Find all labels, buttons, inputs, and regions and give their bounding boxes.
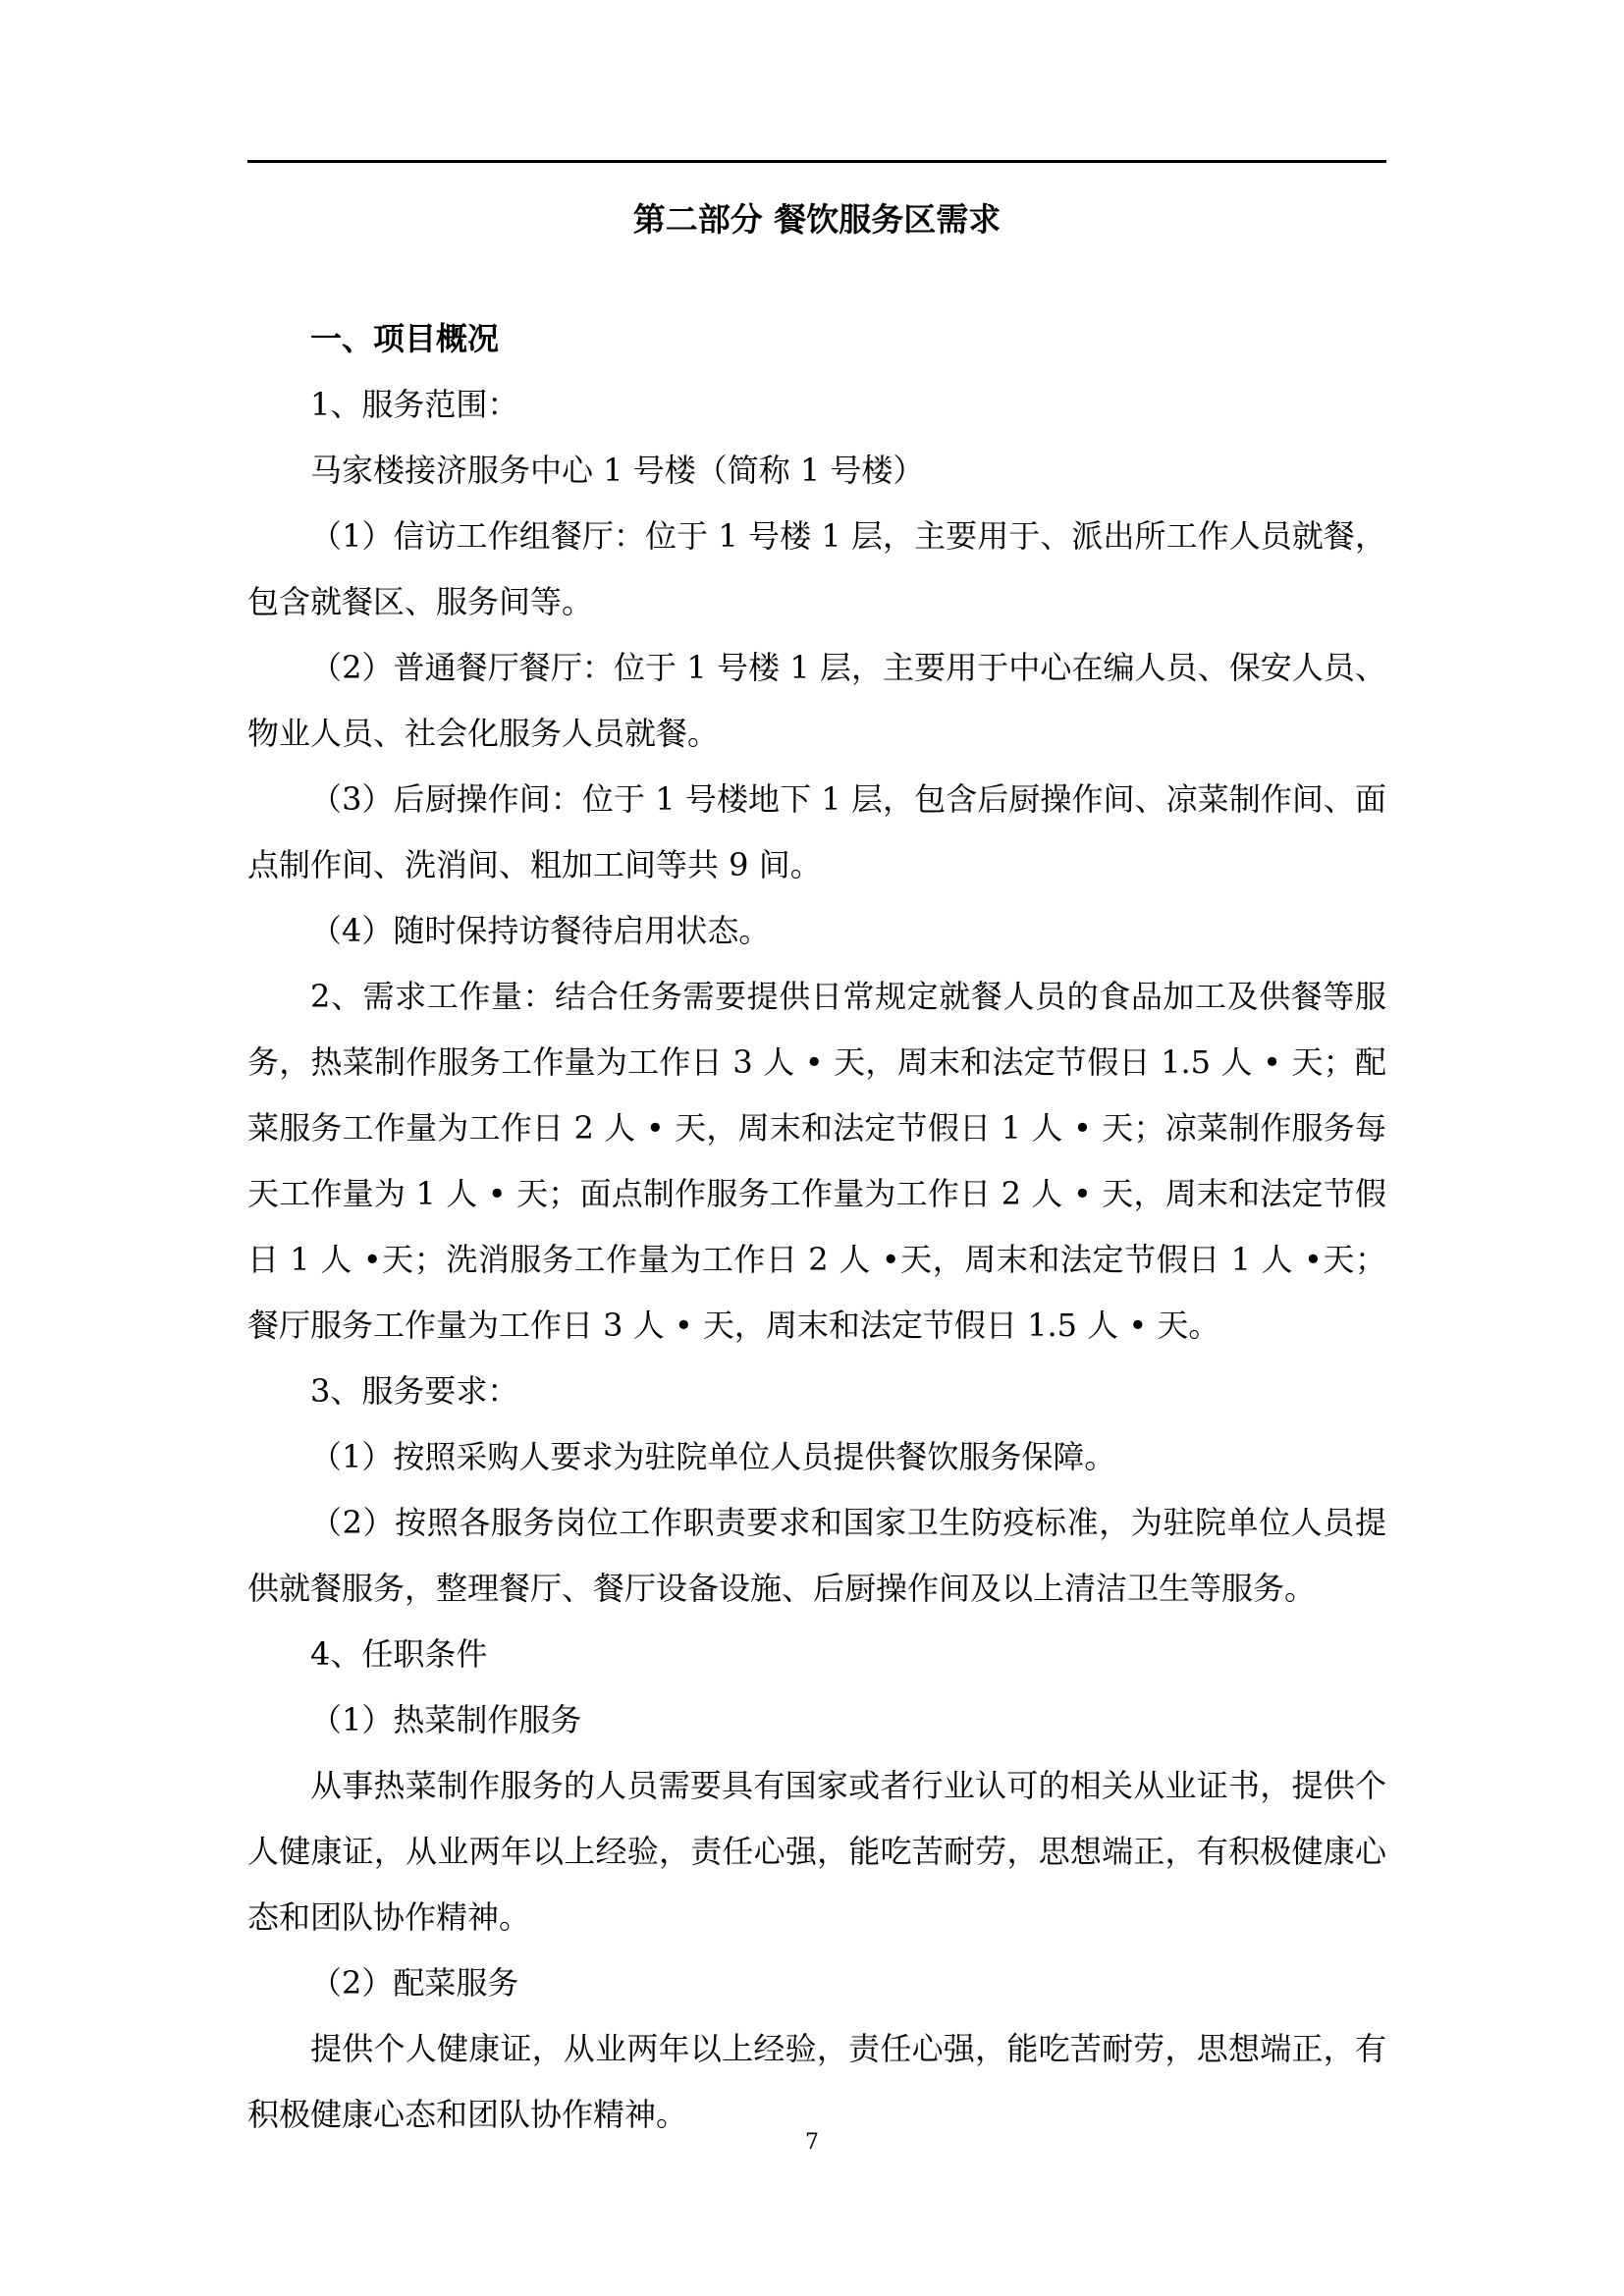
item-service-scope: 1、服务范围： [310, 386, 519, 423]
paragraph-kitchen: （3）后厨操作间：位于 1 号楼地下 1 层，包含后厨操作间、凉菜制作间、面点制作间、洗消间、粗加工间等共 9 间。 [247, 780, 1386, 883]
item-qualifications: 4、任职条件 [310, 1635, 488, 1673]
paragraph-standby: （4）随时保持访餐待启用状态。 [310, 912, 771, 949]
heading-project-overview: 一、项目概况 [310, 320, 500, 357]
item-service-requirements: 3、服务要求： [310, 1372, 519, 1410]
document-body [247, 306, 1386, 2148]
paragraph-dining-hall-2: （2）普通餐厅餐厅：位于 1 号楼 1 层，主要用于中心在编人员、保安人员、物业人员、社会化服务人员就餐。 [247, 649, 1386, 752]
subheading-hot-dish: （1）热菜制作服务 [310, 1701, 582, 1738]
header-rule [247, 160, 1386, 163]
paragraph-side-dish: 提供个人健康证，从业两年以上经验，责任心强，能吃苦耐劳，思想端正，有积极健康心态和团队协作精神。 [247, 2030, 1386, 2133]
paragraph-building: 马家楼接济服务中心 1 号楼（简称 1 号楼） [310, 452, 925, 489]
paragraph-requirement-1: （1）按照采购人要求为驻院单位人员提供餐饮服务保障。 [310, 1438, 1116, 1475]
paragraph-workload: 2、需求工作量：结合任务需要提供日常规定就餐人员的食品加工及供餐等服务，热菜制作服务工作量为工作日 3 人 • 天，周末和法定节假日 1.5 人 • 天；配菜服务工作量为工作日 2 人 • 天，周末和法定节假日 1 人 • 天；凉菜制作服务每天工作量为 1 人 • 天；面点制作服务工作量为工作日 2 人 • 天，周末和法定节假日 1 人 •天；洗消服务工作量为工作日 2 人 •天，周末和法定节假日 1 人 •天；餐厅服务工作量为工作日 3 人 • 天，周末和法定节假日 1.5 人 • 天。 [247, 978, 1386, 1344]
paragraph-requirement-2: （2）按照各服务岗位工作职责要求和国家卫生防疫标准，为驻院单位人员提供就餐服务，整理餐厅、餐厅设备设施、后厨操作间及以上清洁卫生等服务。 [247, 1504, 1386, 1607]
subheading-side-dish: （2）配菜服务 [310, 1964, 519, 2002]
paragraph-dining-hall-1: （1）信访工作组餐厅：位于 1 号楼 1 层，主要用于、派出所工作人员就餐，包含就餐区、服务间等。 [247, 517, 1386, 620]
paragraph-hot-dish: 从事热菜制作服务的人员需要具有国家或者行业认可的相关从业证书，提供个人健康证，从业两年以上经验，责任心强，能吃苦耐劳，思想端正，有积极健康心态和团队协作精神。 [247, 1767, 1386, 1936]
page-number: 7 [805, 2130, 819, 2155]
section-title: 第二部分 餐饮服务区需求 [632, 200, 1001, 239]
